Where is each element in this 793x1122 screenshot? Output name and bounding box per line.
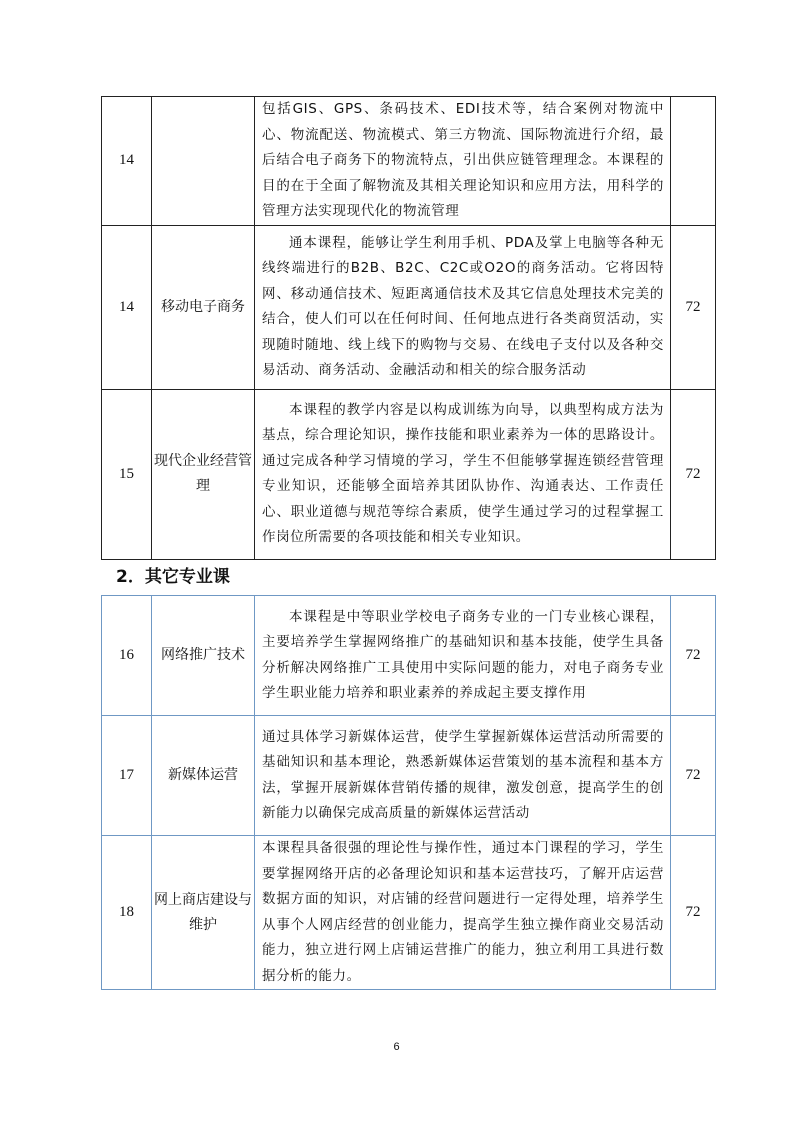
course-description: 本课程具备很强的理论性与操作性，通过本门课程的学习，学生要掌握网络开店的必备理论知识和基本运营技巧，了解开店运营数据方面的知识，对店铺的经营问题进行一定得处理，培养学生从事个人网店经营的创业能力，提高学生独立操作商业交易活动能力，独立进行网上店铺运营推广的能力，独立利用工具进行数据分析的能力。 — [255, 836, 671, 990]
course-name: 网络推广技术 — [152, 596, 255, 716]
course-hours — [671, 97, 716, 226]
course-description: 通过具体学习新媒体运营，使学生掌握新媒体运营活动所需要的基础知识和基本理论，熟悉新媒体运营策划的基本流程和基本方法，掌握开展新媒体营销传播的规律，激发创意，提高学生的创新能力以确保完成高质量的新媒体运营活动 — [255, 716, 671, 836]
course-number: 18 — [102, 836, 152, 990]
course-number: 17 — [102, 716, 152, 836]
table-row — [102, 389, 716, 559]
course-number: 15 — [102, 389, 152, 559]
course-description: 通本课程，能够让学生利用手机、PDA及掌上电脑等各种无线终端进行的B2B、B2C、C2C或O2O的商务活动。它将因特网、移动通信技术、短距离通信技术及其它信息处理技术完美的结合，使人们可以在任何时间、任何地点进行各类商贸活动，实现随时随地、线上线下的购物与交易、在线电子支付以及各种交易活动、商务活动、金融活动和相关的综合服务活动 — [255, 225, 671, 389]
section-heading: 2．其它专业课 — [116, 567, 230, 587]
course-name: 网上商店建设与维护 — [152, 836, 255, 990]
course-name: 现代企业经营管理 — [152, 389, 255, 559]
table-row — [102, 596, 716, 716]
course-description: 本课程是中等职业学校电子商务专业的一门专业核心课程，主要培养学生掌握网络推广的基础知识和基本技能，使学生具备分析解决网络推广工具使用中实际问题的能力，对电子商务专业学生职业能力培养和职业素养的养成起主要支撑作用 — [255, 596, 671, 716]
page-number: 6 — [393, 1041, 400, 1053]
course-name — [152, 97, 255, 226]
course-hours: 72 — [671, 836, 716, 990]
course-table-professional — [101, 96, 716, 560]
course-hours: 72 — [671, 716, 716, 836]
course-number: 16 — [102, 596, 152, 716]
table-row — [102, 225, 716, 389]
course-table-other — [101, 595, 716, 990]
course-description: 本课程的教学内容是以构成训练为向导，以典型构成方法为基点，综合理论知识，操作技能和职业素养为一体的思路设计。通过完成各种学习情境的学习，学生不但能够掌握连锁经营管理专业知识，还能够全面培养其团队协作、沟通表达、工作责任心、职业道德与规范等综合素质，使学生通过学习的过程掌握工作岗位所需要的各项技能和相关专业知识。 — [255, 389, 671, 559]
course-hours: 72 — [671, 596, 716, 716]
course-name: 移动电子商务 — [152, 225, 255, 389]
course-name: 新媒体运营 — [152, 716, 255, 836]
course-number: 14 — [102, 225, 152, 389]
table-row — [102, 97, 716, 226]
course-number: 14 — [102, 97, 152, 226]
course-hours: 72 — [671, 389, 716, 559]
table-row — [102, 836, 716, 990]
course-description: 包括GIS、GPS、条码技术、EDI技术等，结合案例对物流中心、物流配送、物流模式、第三方物流、国际物流进行介绍，最后结合电子商务下的物流特点，引出供应链管理理念。本课程的目的在于全面了解物流及其相关理论知识和应用方法，用科学的管理方法实现现代化的物流管理 — [255, 97, 671, 226]
course-hours: 72 — [671, 225, 716, 389]
table-row — [102, 716, 716, 836]
